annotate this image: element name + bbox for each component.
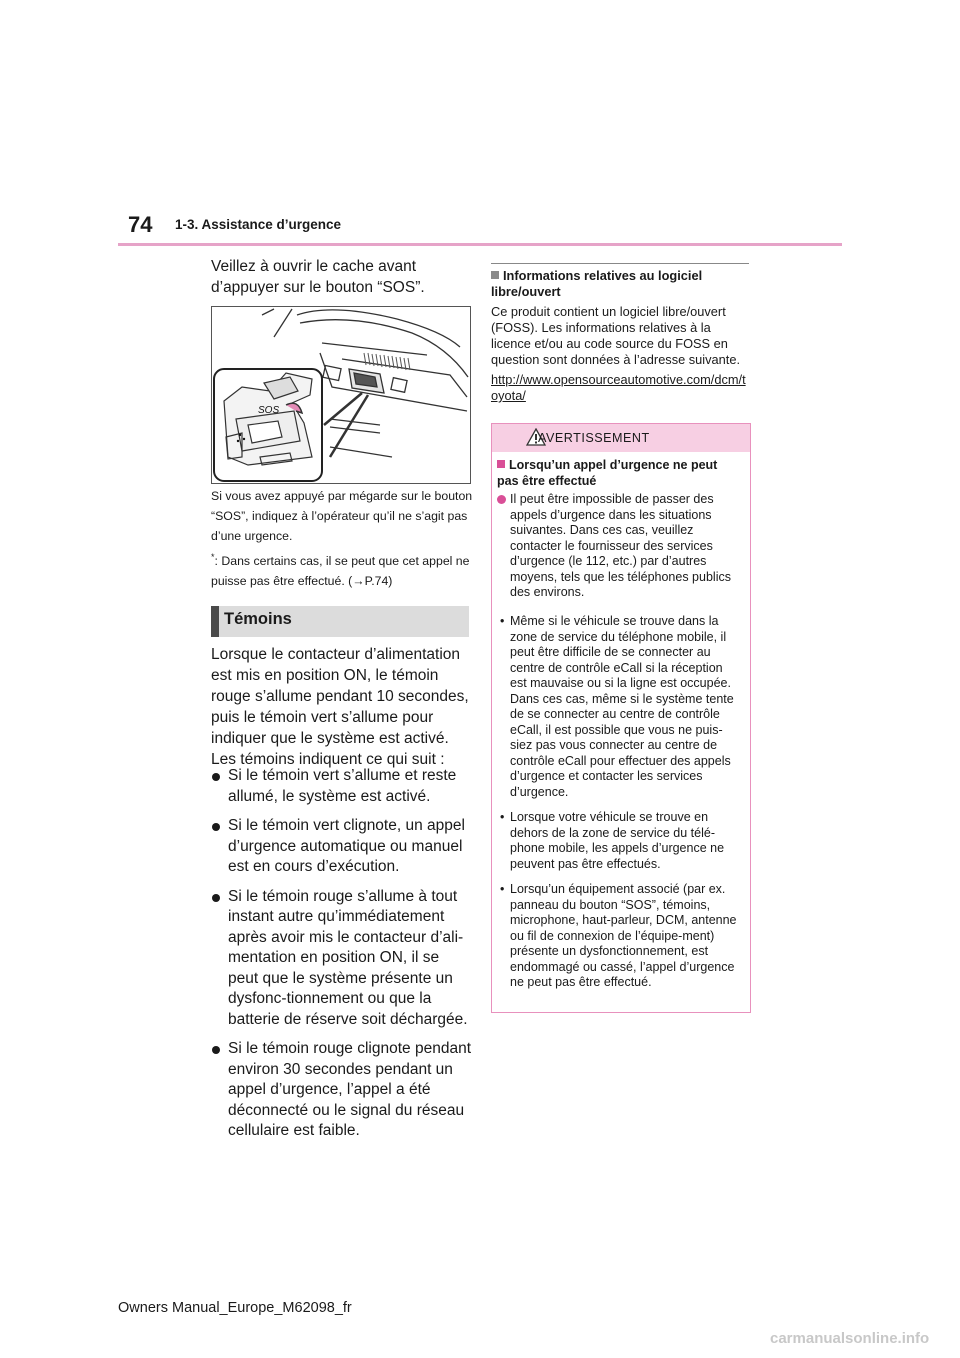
warning-list	[497, 614, 741, 991]
foss-link[interactable]: http://www.opensourceautomotive.com/dcm/toyota/	[491, 372, 746, 403]
bullet-icon	[497, 495, 506, 504]
info-body: Ce produit contient un logiciel libre/ouvert (FOSS). Les informations relatives à la licence et/ou au code source du FOSS en question sont données à l’adresse suivante.	[491, 304, 740, 367]
square-bullet-icon	[491, 271, 499, 279]
list-item: Si le témoin vert clignote, un appel d’urgence automatique ou manuel est en cours d’exécution.	[211, 816, 473, 878]
list-item: Si le témoin rouge s’allume à tout instant autre qu’immédiatement après avoir mis le contacteur d’ali-mentation en position ON, il se peut que le système présente un dysfonc-tionnement ou que la batterie de réserve soit déchargée.	[211, 887, 473, 1031]
info-divider	[491, 263, 749, 264]
warning-subtitle: Lorsqu’un appel d’urgence ne peut pas être effectué	[497, 458, 718, 488]
intro-text: Veillez à ouvrir le cache avant d’appuyer sur le bouton “SOS”.	[211, 258, 425, 296]
footnote-text: : Dans certains cas, il se peut que cet appel ne puisse pas être effectué. (	[211, 554, 470, 589]
bullet-icon	[212, 1046, 220, 1054]
indicator-description: Lorsque le contacteur d’alimentation est mis en position ON, le témoin rouge s’allume pendant 10 secondes, puis le témoin vert s’allume pour indiquer que le système est activé. Les témoins indiquent ce qui suit :	[211, 646, 469, 768]
section-heading: Témoins	[224, 610, 292, 628]
watermark: carmanualsonline.info	[770, 1330, 930, 1347]
figure-caption: Si vous avez appuyé par mégarde sur le bouton “SOS”, indiquez à l’opérateur qu’il ne s’agit pas d’une urgence.	[211, 489, 473, 543]
footnote	[211, 547, 473, 591]
arrow-icon: →	[352, 574, 365, 589]
overhead-console-drawing	[212, 307, 470, 483]
list-item: Si le témoin rouge clignote pendant environ 30 secondes pendant un appel d’urgence, l’appel a été déconnecté ou le signal du réseau cellulaire est faible.	[211, 1039, 473, 1142]
indicator-list	[211, 766, 473, 1151]
info-title: Informations relatives au logiciel libre/ouvert	[491, 268, 703, 299]
bullet-icon	[212, 823, 220, 831]
manual-name: Owners Manual_Europe_M62098_fr	[118, 1300, 352, 1316]
section-heading-accent	[211, 606, 219, 637]
header-divider	[118, 243, 842, 246]
page-number: 74	[128, 212, 153, 237]
sos-button-illustration	[211, 306, 471, 484]
square-bullet-icon	[497, 460, 505, 468]
bullet-icon	[212, 773, 220, 781]
list-item: • Lorsque votre véhicule se trouve en dehors de la zone de service du télé-phone mobile, les appels d’urgence ne peuvent pas être effectués.	[500, 810, 725, 871]
footnote-page-ref[interactable]: P.74)	[364, 574, 393, 589]
list-item: Si le témoin vert s’allume et reste allumé, le système est activé.	[211, 766, 473, 807]
section-title: 1-3. Assistance d’urgence	[175, 217, 342, 232]
sos-label: SOS	[258, 405, 280, 416]
bullet-icon	[212, 894, 220, 902]
warning-label: AVERTISSEMENT	[538, 431, 650, 445]
footnote-marker: *	[211, 552, 215, 562]
list-item: • Lorsqu’un équipement associé (par ex. panneau du bouton “SOS”, témoins, microphone, haut-parleur, DCM, antenne ou fil de connexion de l’équipe-ment) présente un dysfonctionnement, est endommagé ou cassé, l’appel d’urgence ne peut pas être effectué.	[500, 882, 737, 989]
warning-intro: Il peut être impossible de passer des appels d’urgence dans les situations suivantes. Dans ces cas, veuillez contacter le fournisseur des services d’urgence (le 112, etc.) par d’autres moyens, tels que les téléphones publics des environs.	[497, 492, 741, 601]
list-item: • Même si le véhicule se trouve dans la zone de service du téléphone mobile, il peut être difficile de se connecter au centre de contrôle eCall si la réception est mauvaise ou si la ligne est occupée. Dans ces cas, même si le système tente de se connecter au centre de contrôle eCall, il est possible que vous ne puis-siez pas vous connecter au centre de contrôle eCall pour effectuer des appels d’urgence et contacter les services d’urgence.	[500, 614, 734, 799]
